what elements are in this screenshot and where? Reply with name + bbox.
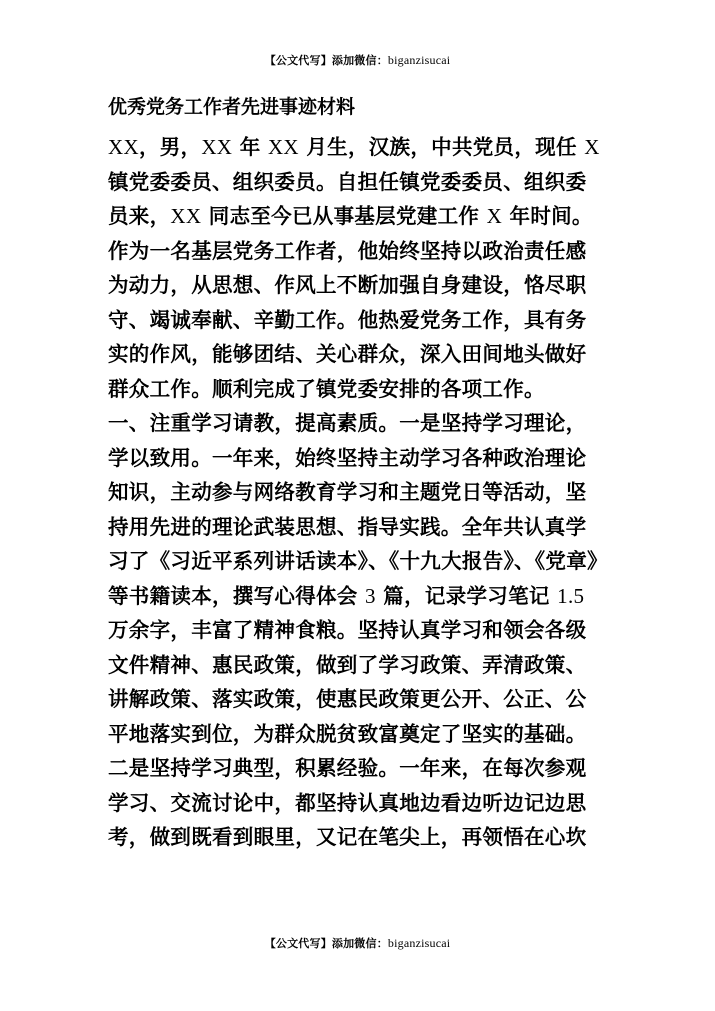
body-text-segment: 群众工作。顺利完成了镇党委安排的各项工作。 — [108, 376, 545, 401]
body-text-segment: 学习、交流讨论中，都坚持认真地边看边听边记边思 — [108, 790, 587, 815]
body-text-segment: 年 — [232, 135, 268, 159]
body-text-segment: 1.5 — [557, 583, 585, 608]
body-line — [108, 510, 620, 545]
body-text-segment: 3 — [365, 583, 376, 608]
header-label: 【公文代写】添加微信： — [264, 54, 388, 67]
footer-wechat-id: biganzisucai — [387, 936, 451, 950]
body-line — [108, 372, 620, 407]
body-text-segment: 守、竭诚奉献、辛勤工作。他热爱党务工作，具有务 — [108, 307, 587, 332]
body-line — [108, 441, 620, 476]
body-line — [108, 337, 620, 372]
body-text-segment: 习了《习近平系列讲话读本》、《十九大报告》、《党章》 — [108, 549, 608, 573]
body-text-segment: 实的作风，能够团结、关心群众，深入田间地头做好 — [108, 342, 587, 366]
body-line — [108, 751, 620, 786]
body-text-segment: 二是坚持学习典型，积累经验。一年来，在每次参观 — [108, 756, 587, 780]
body-text-segment: XX — [108, 135, 139, 159]
body-text-segment: 文件精神、惠民政策，做到了学习政策、弄清政策、 — [108, 652, 587, 677]
body-line — [108, 199, 620, 234]
body-text-segment: XX — [267, 135, 299, 159]
body-text-segment: 持用先进的理论武装思想、指导实践。全年共认真学 — [108, 514, 587, 539]
header-wechat-id: biganzisucai — [387, 53, 451, 67]
body-line — [108, 475, 620, 510]
body-text-segment: 镇党委委员、组织委员。自担任镇党委委员、组织委 — [108, 169, 587, 194]
body-line — [108, 682, 620, 717]
body-text-segment: 知识，主动参与网络教育学习和主题党日等活动，坚 — [108, 480, 587, 504]
body-text-segment: 讲解政策、落实政策，使惠民政策更公开、公正、公 — [108, 687, 587, 711]
body-text-segment: X — [584, 135, 600, 159]
body-line — [108, 613, 620, 648]
page-header — [0, 52, 715, 68]
body-text-segment: 作为一名基层党务工作者，他始终坚持以政治责任感 — [108, 238, 587, 263]
body-text-segment: ，男， — [138, 135, 202, 159]
document-body — [108, 130, 620, 855]
body-text-segment: 一、注重学习请教，提高素质。一是坚持学习理论， — [108, 411, 587, 435]
body-line — [108, 268, 620, 303]
document-title: 优秀党务工作者先进事迹材料 — [108, 96, 356, 118]
body-text-segment: XX — [170, 204, 202, 228]
body-text-segment: 考，做到既看到眼里，又记在笔尖上，再领悟在心坎 — [108, 825, 587, 849]
body-text-segment: 同志至今已从事基层党建工作 — [201, 204, 487, 228]
body-text-segment: XX — [201, 135, 233, 159]
body-text-segment: 平地落实到位，为群众脱贫致富奠定了坚实的基础。 — [108, 721, 587, 746]
body-line — [108, 165, 620, 200]
body-line — [108, 786, 620, 821]
body-line — [108, 579, 620, 614]
body-text-segment: 篇，记录学习笔记 — [375, 583, 558, 608]
body-text-segment: 学以致用。一年来，始终坚持主动学习各种政治理论 — [108, 445, 587, 470]
body-line — [108, 820, 620, 855]
body-text-segment: 年时间。 — [502, 204, 593, 228]
body-text-segment: 等书籍读本，撰写心得体会 — [108, 583, 366, 608]
body-text-segment: 月生，汉族，中共党员，现任 — [298, 135, 585, 159]
body-line — [108, 717, 620, 752]
body-line — [108, 234, 620, 269]
body-text-segment: 万余字，丰富了精神食粮。坚持认真学习和领会各级 — [108, 618, 587, 642]
page-footer — [0, 935, 715, 951]
body-line — [108, 130, 620, 165]
body-text-segment: 为动力，从思想、作风上不断加强自身建设，恪尽职 — [108, 273, 587, 297]
body-text-segment: 员来， — [108, 204, 171, 228]
body-line — [108, 406, 620, 441]
body-text-segment: X — [486, 204, 503, 228]
footer-label: 【公文代写】添加微信： — [264, 937, 388, 950]
body-line — [108, 648, 620, 683]
body-line — [108, 303, 620, 338]
body-line — [108, 544, 620, 579]
